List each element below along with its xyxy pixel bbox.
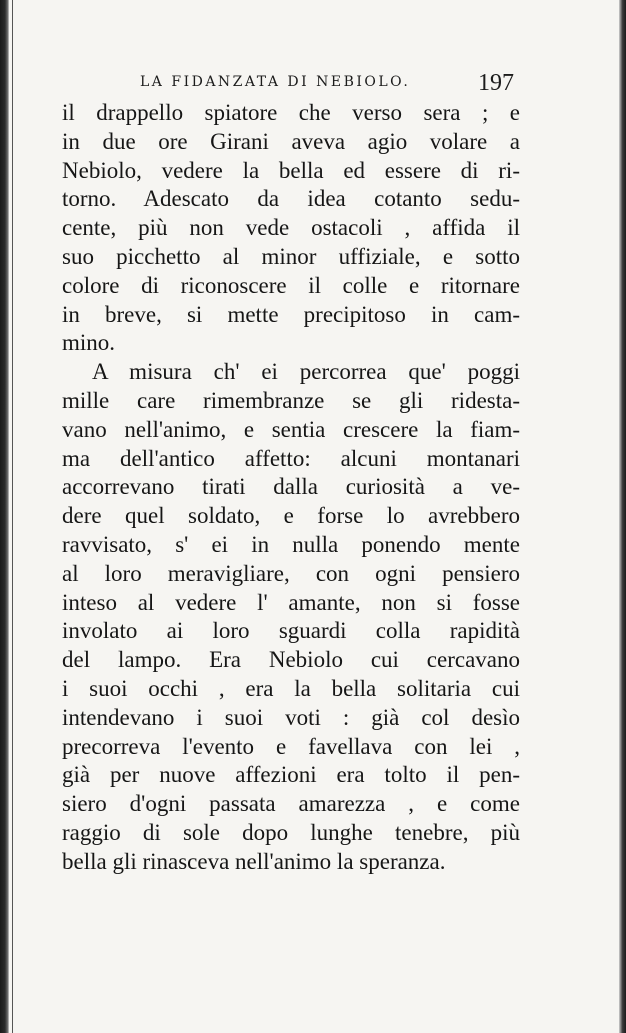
binding-edge-left bbox=[0, 0, 9, 1033]
text-line: già per nuove affezioni era tolto il pen- bbox=[62, 762, 520, 788]
paragraph-1 bbox=[62, 99, 520, 358]
text-line: ma dell'antico affetto: alcuni montanari bbox=[62, 445, 520, 471]
text-line: il drappello spiatore che verso sera ; e bbox=[62, 100, 520, 125]
text-line: al loro meravigliare, con ogni pensiero bbox=[62, 560, 520, 586]
text-line: siero d'ogni passata amarezza , e come bbox=[62, 791, 520, 817]
text-line: inteso al vedere l' amante, non si fosse bbox=[62, 589, 520, 615]
text-line: dere quel soldato, e forse lo avrebbero bbox=[62, 503, 520, 529]
text-line: precorreva l'evento e favellava con lei , bbox=[62, 733, 520, 759]
page-number: 197 bbox=[478, 70, 514, 96]
text-line: in breve, si mette precipitoso in cam- bbox=[62, 301, 520, 327]
text-line: cente, più non vede ostacoli , affida il bbox=[62, 215, 520, 241]
paragraph-2 bbox=[62, 358, 520, 876]
text-line: raggio di sole dopo lunghe tenebre, più bbox=[62, 819, 520, 845]
text-line: i suoi occhi , era la bella solitaria cui bbox=[62, 675, 520, 701]
text-line: mino. bbox=[62, 330, 116, 356]
body-text bbox=[62, 99, 520, 877]
text-line: del lampo. Era Nebiolo cui cercavano bbox=[62, 647, 520, 673]
text-line: in due ore Girani aveva agio volare a bbox=[62, 128, 520, 154]
text-line: intendevano i suoi voti : già col desìo bbox=[62, 704, 520, 730]
text-line: ravvisato, s' ei in nulla ponendo mente bbox=[62, 531, 520, 557]
text-line: bella gli rinasceva nell'animo la speranza. bbox=[62, 848, 446, 874]
text-line: involato ai loro sguardi colla rapidità bbox=[62, 618, 520, 644]
text-line: torno. Adescato da idea cotanto sedu- bbox=[62, 186, 520, 212]
text-line: Nebiolo, vedere la bella ed essere di ri- bbox=[62, 157, 520, 183]
running-title: LA FIDANZATA DI NEBIOLO. bbox=[140, 74, 411, 90]
text-line: mille care rimembranze se gli ridesta- bbox=[62, 387, 520, 413]
binding-line bbox=[12, 0, 13, 1033]
page-edge-right bbox=[619, 0, 626, 1033]
text-line: colore di riconoscere il colle e ritornare bbox=[62, 272, 520, 298]
text-line: accorrevano tirati dalla curiosità a ve- bbox=[62, 474, 520, 500]
text-line: A misura ch' ei percorrea que' poggi bbox=[92, 359, 520, 385]
text-line: suo picchetto al minor uffiziale, e sotto bbox=[62, 243, 520, 269]
text-line: vano nell'animo, e sentia crescere la fiam- bbox=[62, 416, 520, 442]
